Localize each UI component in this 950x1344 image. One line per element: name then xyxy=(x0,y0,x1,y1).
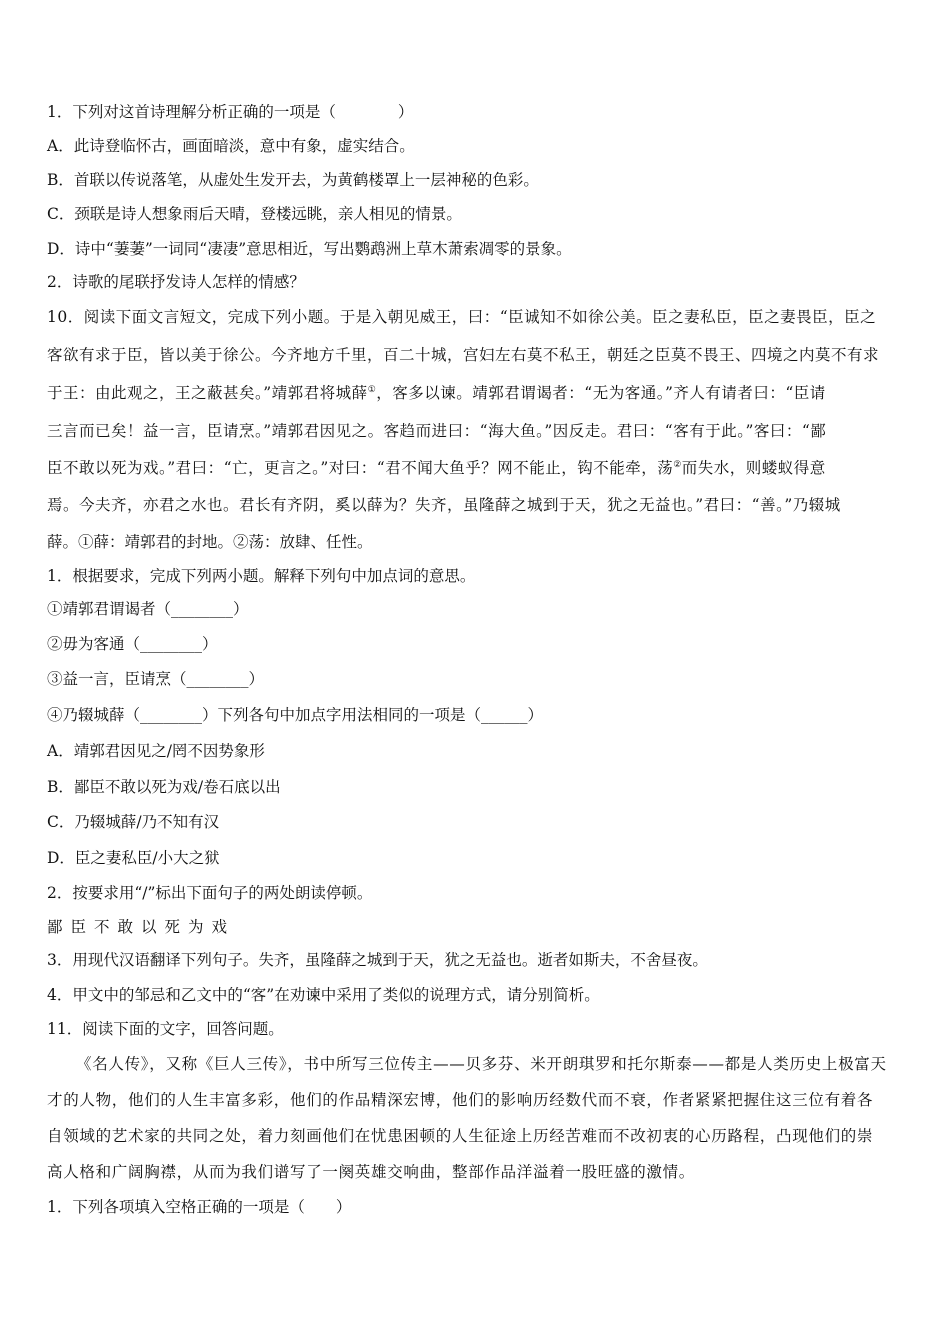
q10-line-4: 三言而已矣！益一言，臣请烹。”靖郭君因见之。客趋而进曰：“海大鱼。”因反走。君曰：“客有于此。”客曰：“鄙 xyxy=(47,422,827,440)
q10-sub4: 4．甲文中的邹忌和乙文中的“客”在劝谏中采用了类似的说理方式，请分别简析。 xyxy=(47,986,600,1004)
q10-line-3 xyxy=(47,382,826,404)
q10-footnotes: 薛。①薛：靖郭君的封地。②荡：放肆、任性。 xyxy=(47,533,373,551)
q9-option-a: A．此诗登临怀古，画面暗淡，意中有象，虚实结合。 xyxy=(47,137,415,155)
q10-option-a: A．靖郭君因见之/罔不因势象形 xyxy=(47,742,265,760)
q10-line-6: 焉。今夫齐，亦君之水也。君长有齐阴，奚以薛为？失齐，虽隆薛之城到于天，犹之无益也。”君曰：“善。”乃辍城 xyxy=(47,496,841,514)
q10-option-b: B．鄙臣不敢以死为戏/卷石底以出 xyxy=(47,778,281,796)
q10-line-1: 10．阅读下面文言短文，完成下列小题。于是入朝见威王，曰：“臣诚知不如徐公美。臣之妻私臣，臣之妻畏臣，臣之 xyxy=(47,308,877,326)
q10-blank-3: ③益一言，臣请烹（________） xyxy=(47,670,265,688)
q9-option-d: D．诗中“萋萋”一词同“凄凄”意思相近，写出鹦鹉洲上草木萧索凋零的景象。 xyxy=(47,240,572,258)
q10-blank-2: ②毋为客通（________） xyxy=(47,635,218,653)
q10-sub2: 2．按要求用“/”标出下面句子的两处朗读停顿。 xyxy=(47,884,373,902)
q10-pause-sentence: 鄙臣不敢以死为戏 xyxy=(47,918,236,936)
q11-sub1: 1．下列各项填入空格正确的一项是（ ） xyxy=(47,1198,352,1216)
q11-passage-line-2: 才的人物，他们的人生丰富多彩，他们的作品精深宏博，他们的影响历经数代而不衰，作者紧紧把握住这三位有着各 xyxy=(47,1091,874,1109)
q10-line-3b: ，客多以谏。靖郭君谓谒者：“无为客通。”齐人有请者曰：“臣请 xyxy=(376,384,826,402)
q10-line-5a: 臣不敢以死为戏。”君曰：“亡，更言之。”对曰：“君不闻大鱼乎？网不能止，钩不能牵，荡 xyxy=(47,459,674,477)
q11-passage-line-1: 《名人传》，又称《巨人三传》，书中所写三位传主——贝多芬、米开朗琪罗和托尔斯泰——都是人类历史上极富天 xyxy=(76,1055,887,1073)
q10-option-c: C．乃辍城薛/乃不知有汉 xyxy=(47,813,220,831)
q10-line-5b: 而失水，则蝼蚁得意 xyxy=(681,459,826,477)
q10-line-2: 客欲有求于臣，皆以美于徐公。今齐地方千里，百二十城，宫妇左右莫不私王，朝廷之臣莫不畏王、四境之内莫不有求 xyxy=(47,346,880,364)
q9-option-b: B．首联以传说落笔，从虚处生发开去，为黄鹤楼罩上一层神秘的色彩。 xyxy=(47,171,539,189)
q10-sub3: 3．用现代汉语翻译下列句子。失齐，虽隆薛之城到于天，犹之无益也。逝者如斯夫，不舍昼夜。 xyxy=(47,951,708,969)
q9-sub2: 2．诗歌的尾联抒发诗人怎样的情感？ xyxy=(47,273,305,291)
q10-option-d: D．臣之妻私臣/小大之狱 xyxy=(47,849,220,867)
q10-line-5 xyxy=(47,457,826,479)
q10-line-3a: 于王：由此观之，王之蔽甚矣。”靖郭君将城薛 xyxy=(47,384,368,402)
q11-heading: 11．阅读下面的文字，回答问题。 xyxy=(47,1020,284,1038)
footnote-marker-1: ① xyxy=(367,384,377,395)
q10-blank-4: ④乃辍城薛（________）下列各句中加点字用法相同的一项是（______） xyxy=(47,706,544,724)
footnote-marker-2: ② xyxy=(673,459,682,470)
q9-option-c: C．颈联是诗人想象雨后天晴，登楼远眺，亲人相见的情景。 xyxy=(47,205,462,223)
q11-passage-line-4: 高人格和广阔胸襟，从而为我们谱写了一阕英雄交响曲，整部作品洋溢着一股旺盛的激情。 xyxy=(47,1163,696,1181)
q10-blank-1: ①靖郭君谓谒者（________） xyxy=(47,600,249,618)
q11-passage-line-3: 自领域的艺术家的共同之处，着力刻画他们在忧患困顿的人生征途上历经苦难而不改初衷的心历路程，凸现他们的崇 xyxy=(47,1127,874,1145)
q10-sub1: 1．根据要求，完成下列两小题。解释下列句中加点词的意思。 xyxy=(47,567,476,585)
q9-sub1: 1．下列对这首诗理解分析正确的一项是（ ） xyxy=(47,103,414,121)
